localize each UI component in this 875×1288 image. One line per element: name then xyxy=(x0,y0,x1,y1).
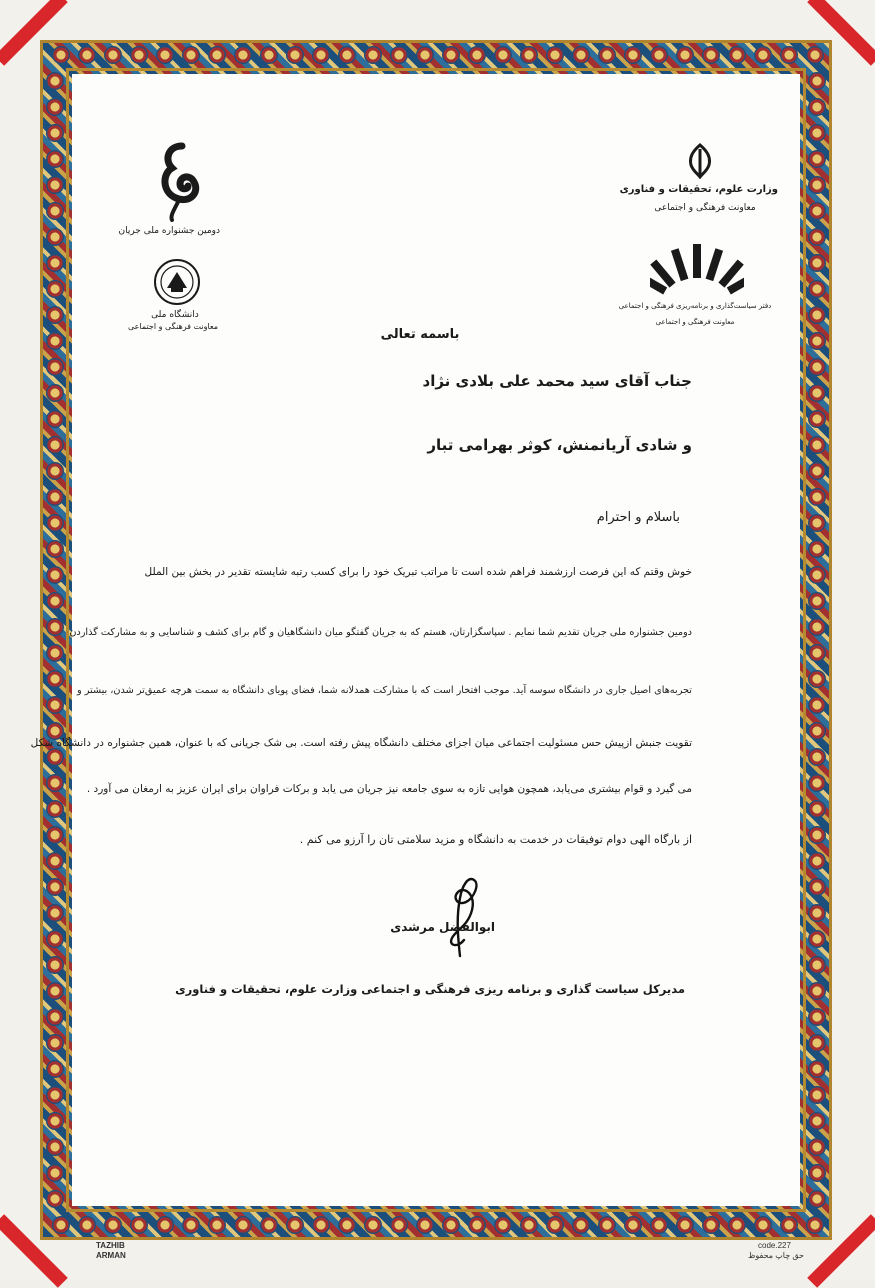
border-motif xyxy=(808,1034,826,1052)
border-motif xyxy=(46,1164,64,1182)
border-motif xyxy=(46,670,64,688)
border-motif xyxy=(208,46,226,64)
border-motif xyxy=(572,1216,590,1234)
border-motif xyxy=(46,514,64,532)
border-motif xyxy=(754,1216,772,1234)
border-motif xyxy=(52,1216,70,1234)
border-motif xyxy=(808,592,826,610)
border-motif xyxy=(676,46,694,64)
border-motif xyxy=(494,46,512,64)
festival-caption: دومین جشنواره ملی جریان xyxy=(118,226,220,236)
border-motif xyxy=(312,46,330,64)
border-motif xyxy=(808,202,826,220)
border-motif xyxy=(808,410,826,428)
ministry-line-1: وزارت علوم، تحقیقات و فناوری xyxy=(619,184,778,195)
handwritten-signature xyxy=(430,868,500,963)
border-motif xyxy=(46,1138,64,1156)
invocation: باسمه تعالی xyxy=(380,327,460,342)
body-line-1: خوش وقتم که این فرصت ارزشمند فراهم شده است تا مراتب تبریک خود را برای کسب رتبه شایسته تقدیر در بخش بین الملل xyxy=(144,566,692,578)
border-motif xyxy=(46,540,64,558)
border-motif xyxy=(46,1086,64,1104)
border-motif xyxy=(46,280,64,298)
body-line-6: از بارگاه الهی دوام توفیقات در خدمت به دانشگاه و مزید سلامتی تان را آرزو می کنم . xyxy=(299,833,692,846)
border-motif xyxy=(808,98,826,116)
border-motif xyxy=(416,1216,434,1234)
border-motif xyxy=(156,46,174,64)
border-motif xyxy=(46,462,64,480)
border-motif xyxy=(46,98,64,116)
border-motif xyxy=(416,46,434,64)
border-motif xyxy=(46,1112,64,1130)
border-motif xyxy=(46,488,64,506)
border-motif xyxy=(808,150,826,168)
border-motif xyxy=(46,982,64,1000)
border-motif xyxy=(808,488,826,506)
office-logo xyxy=(650,238,744,300)
border-motif xyxy=(808,228,826,246)
ministry-line-2: معاونت فرهنگی و اجتماعی xyxy=(654,203,756,213)
border-motif xyxy=(808,982,826,1000)
border-motif xyxy=(808,176,826,194)
border-motif xyxy=(808,384,826,402)
border-motif xyxy=(650,46,668,64)
university-caption-1: دانشگاه ملی xyxy=(151,310,199,320)
brand-line-1: TAZHIB xyxy=(96,1241,125,1250)
border-motif xyxy=(46,930,64,948)
border-motif xyxy=(808,748,826,766)
border-motif xyxy=(46,618,64,636)
border-motif xyxy=(46,306,64,324)
border-motif xyxy=(468,46,486,64)
border-motif xyxy=(702,1216,720,1234)
border-motif xyxy=(546,46,564,64)
border-motif xyxy=(156,1216,174,1234)
border-motif xyxy=(808,878,826,896)
border-motif xyxy=(728,46,746,64)
border-motif xyxy=(808,254,826,272)
border-motif xyxy=(808,722,826,740)
border-motif xyxy=(806,1216,824,1234)
border-motif xyxy=(598,1216,616,1234)
border-motif xyxy=(182,1216,200,1234)
border-motif xyxy=(650,1216,668,1234)
border-motif xyxy=(808,826,826,844)
border-motif xyxy=(624,1216,642,1234)
border-motif xyxy=(46,800,64,818)
border-motif xyxy=(442,1216,460,1234)
border-motif xyxy=(572,46,590,64)
border-motif xyxy=(808,930,826,948)
border-motif xyxy=(78,46,96,64)
border-motif xyxy=(130,46,148,64)
border-motif xyxy=(808,618,826,636)
border-motif xyxy=(312,1216,330,1234)
border-motif xyxy=(260,1216,278,1234)
border-motif xyxy=(260,46,278,64)
brand-line-2: ARMAN xyxy=(96,1251,126,1260)
print-code: code.227 xyxy=(758,1241,791,1250)
border-motif xyxy=(808,670,826,688)
border-motif xyxy=(46,72,64,90)
border-motif xyxy=(208,1216,226,1234)
border-motif xyxy=(46,904,64,922)
signer-title: مدیرکل سیاست گذاری و برنامه ریزی فرهنگی و اجتماعی وزارت علوم، تحقیقات و فناوری xyxy=(175,982,685,996)
border-motif xyxy=(808,306,826,324)
border-motif xyxy=(780,1216,798,1234)
border-motif xyxy=(808,514,826,532)
border-motif xyxy=(52,46,70,64)
border-motif xyxy=(808,1086,826,1104)
border-motif xyxy=(46,696,64,714)
recipient-line-1: جناب آقای سید محمد علی بلادی نژاد xyxy=(422,372,692,390)
border-motif xyxy=(808,696,826,714)
border-motif xyxy=(808,1008,826,1026)
border-motif xyxy=(338,46,356,64)
border-motif xyxy=(624,46,642,64)
border-motif xyxy=(808,774,826,792)
border-motif xyxy=(104,1216,122,1234)
border-motif xyxy=(364,46,382,64)
border-motif xyxy=(46,176,64,194)
border-motif xyxy=(808,72,826,90)
border-motif xyxy=(520,1216,538,1234)
border-motif xyxy=(46,1190,64,1208)
border-motif xyxy=(46,852,64,870)
border-motif xyxy=(364,1216,382,1234)
iran-emblem-icon xyxy=(683,143,717,179)
copyright-note: حق چاپ محفوظ xyxy=(748,1251,805,1260)
border-motif xyxy=(46,150,64,168)
border-motif xyxy=(46,410,64,428)
border-motif xyxy=(468,1216,486,1234)
border-motif xyxy=(234,1216,252,1234)
border-motif xyxy=(808,1164,826,1182)
border-motif xyxy=(808,1190,826,1208)
border-motif xyxy=(46,878,64,896)
border-motif xyxy=(808,462,826,480)
border-motif xyxy=(494,1216,512,1234)
border-motif xyxy=(808,540,826,558)
border-motif xyxy=(46,1034,64,1052)
office-caption-1: دفتر سیاست‌گذاری و برنامه‌ریزی فرهنگی و اجتماعی xyxy=(618,302,772,310)
border-motif xyxy=(46,748,64,766)
border-motif xyxy=(520,46,538,64)
border-motif xyxy=(390,1216,408,1234)
border-motif xyxy=(442,46,460,64)
university-caption-2: معاونت فرهنگی و اجتماعی xyxy=(127,322,219,331)
border-motif xyxy=(808,1060,826,1078)
border-motif xyxy=(46,358,64,376)
border-motif xyxy=(46,592,64,610)
body-line-3: تجربه‌های اصیل جاری در دانشگاه سوسه آید. موجب افتخار است که با مشارکت همدلانه شما، فضای پویای دانشگاه به سمت هرچه عمیق‌تر شدن، بیشتر و xyxy=(76,685,692,696)
university-seal-icon xyxy=(153,258,201,306)
border-motif xyxy=(806,46,824,64)
border-motif xyxy=(598,46,616,64)
border-motif xyxy=(808,358,826,376)
border-motif xyxy=(46,826,64,844)
border-motif xyxy=(46,202,64,220)
office-caption-2: معاونت فرهنگی و اجتماعی xyxy=(655,318,735,326)
border-motif xyxy=(46,566,64,584)
border-motif xyxy=(808,332,826,350)
border-motif xyxy=(754,46,772,64)
border-motif xyxy=(808,280,826,298)
border-motif xyxy=(808,800,826,818)
border-motif xyxy=(808,644,826,662)
border-motif xyxy=(46,254,64,272)
body-line-4: تقویت جنبش ازپیش حس مسئولیت اجتماعی میان اجزای مختلف دانشگاه پیش رفته است. بی شک جریانی که با عنوان، همین جشنواره در دانشگاه شکل xyxy=(30,737,692,749)
border-motif xyxy=(702,46,720,64)
recipient-line-2: و شادی آریانمنش، کوثر بهرامی تبار xyxy=(427,436,692,454)
body-line-5: می گیرد و قوام بیشتری می‌یابد، همچون هوایی تازه به سوی جامعه نیز جریان می یابد و برکات فراوان برای ایران عزیز به ارمغان می آورد . xyxy=(86,783,692,795)
border-motif xyxy=(78,1216,96,1234)
border-motif xyxy=(286,46,304,64)
festival-logo xyxy=(150,140,214,222)
signer-name: ابوالفضل مرشدی xyxy=(390,920,495,934)
border-motif xyxy=(46,332,64,350)
border-motif xyxy=(46,436,64,454)
body-line-2: دومین جشنواره ملی جریان تقدیم شما نمایم . سپاسگزارتان، هستم که به جریان گفتگو میان دانشگاهیان و گام برای کشف و شناسایی و به مشارکت گذاردن xyxy=(69,627,692,638)
border-motif xyxy=(808,1138,826,1156)
border-motif xyxy=(234,46,252,64)
border-motif xyxy=(808,852,826,870)
border-motif xyxy=(130,1216,148,1234)
border-motif xyxy=(676,1216,694,1234)
border-motif xyxy=(546,1216,564,1234)
border-motif xyxy=(808,566,826,584)
border-motif xyxy=(46,384,64,402)
border-motif xyxy=(808,1112,826,1130)
border-motif xyxy=(390,46,408,64)
border-motif xyxy=(46,228,64,246)
border-motif xyxy=(808,124,826,142)
border-motif xyxy=(728,1216,746,1234)
border-motif xyxy=(808,436,826,454)
border-motif xyxy=(182,46,200,64)
border-motif xyxy=(338,1216,356,1234)
border-motif xyxy=(46,956,64,974)
border-motif xyxy=(286,1216,304,1234)
greeting: باسلام و احترام xyxy=(596,510,680,525)
border-motif xyxy=(808,956,826,974)
border-motif xyxy=(46,1008,64,1026)
border-motif xyxy=(46,124,64,142)
border-motif xyxy=(46,644,64,662)
border-motif xyxy=(46,774,64,792)
border-motif xyxy=(46,1060,64,1078)
border-motif xyxy=(808,904,826,922)
border-motif xyxy=(104,46,122,64)
border-motif xyxy=(780,46,798,64)
